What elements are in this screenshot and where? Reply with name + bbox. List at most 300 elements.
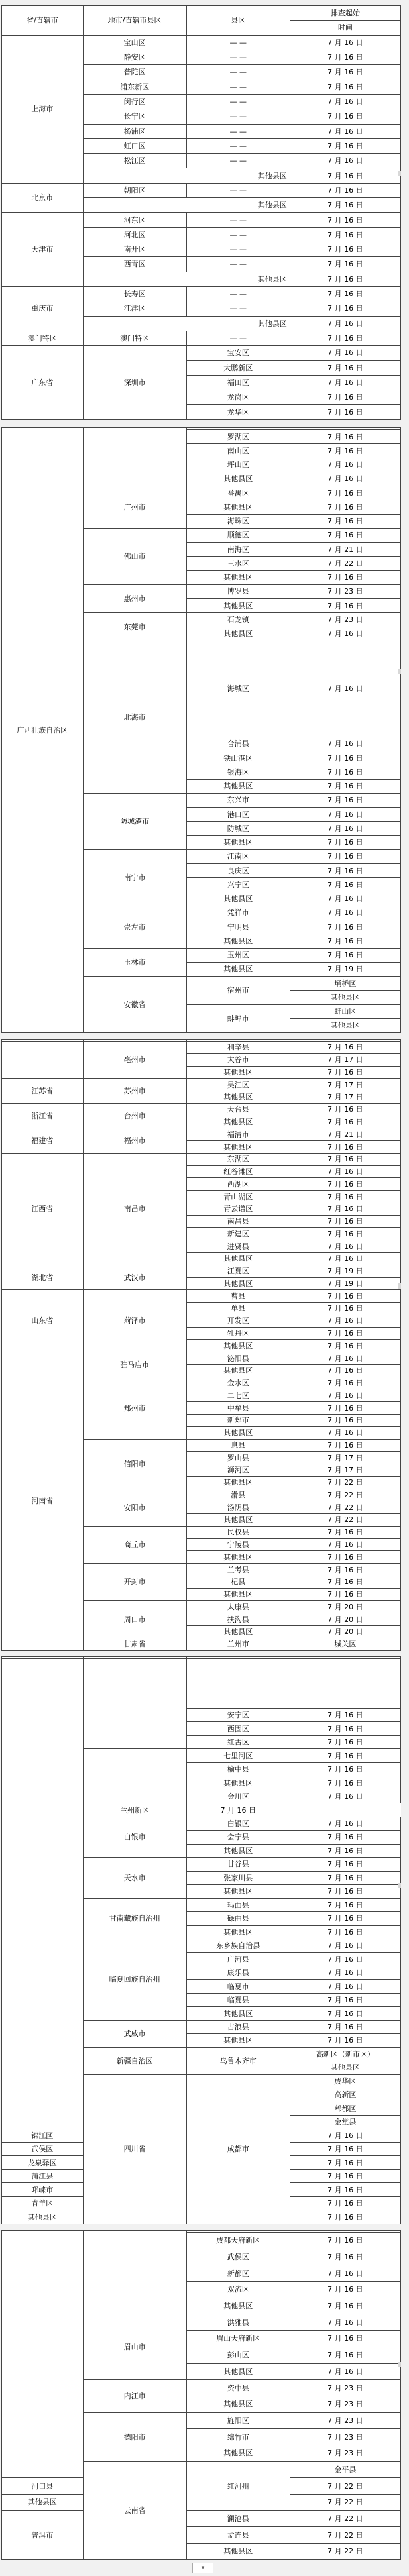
table-cell: 7 月 16 日 xyxy=(290,627,400,641)
table-cell: 中牟县 xyxy=(186,1402,290,1415)
table-cell: 云南省 xyxy=(83,2461,186,2559)
table-cell: 坪山区 xyxy=(186,458,290,472)
table-cell: 普陀区 xyxy=(83,65,186,80)
table-cell: 番禺区 xyxy=(186,486,290,500)
table-cell: 广州市 xyxy=(83,486,186,529)
table-row xyxy=(2,286,401,301)
table-cell: 7 月 16 日 xyxy=(290,472,400,486)
table-cell xyxy=(2,1659,84,2129)
table-row xyxy=(2,6,401,21)
table-cell: 省/直辖市 xyxy=(2,6,84,36)
table-cell: 7 月 16 日 xyxy=(290,2347,400,2363)
table-cell: 绵竹市 xyxy=(186,2429,290,2445)
table-cell: 普洱市 xyxy=(2,2510,84,2559)
table-cell: 临夏回族自治州 xyxy=(83,1939,186,2020)
table-cell: 其他县区 xyxy=(186,1551,290,1564)
table-cell: 罗山县 xyxy=(186,1452,290,1464)
table-cell: 其他县区 xyxy=(83,272,290,286)
table-cell: 江西省 xyxy=(2,1153,84,1265)
table-cell: 7 月 22 日 xyxy=(290,1501,400,1514)
table-cell xyxy=(83,2231,186,2314)
table-cell: 7 月 16 日 xyxy=(290,1153,400,1165)
table-cell: 南昌县 xyxy=(186,1215,290,1228)
table-cell: 7 月 16 日 xyxy=(290,808,400,822)
quarantine-table xyxy=(1,1039,401,1651)
table-cell: 7 月 16 日 xyxy=(290,331,400,345)
table-cell: 孟连县 xyxy=(186,2527,290,2544)
table-cell: 7 月 17 日 xyxy=(290,1079,400,1091)
table-cell: 7 月 16 日 xyxy=(290,2169,400,2182)
table-cell: 排查起始 xyxy=(290,6,400,21)
table-cell: 其他县区 xyxy=(186,1588,290,1601)
table-cell: 7 月 16 日 xyxy=(290,2034,400,2047)
table-cell: 7 月 16 日 xyxy=(290,1402,400,1415)
table-cell xyxy=(290,1659,400,1709)
table-row xyxy=(2,1042,401,1054)
table-cell: 7 月 16 日 xyxy=(290,1735,400,1748)
table-cell: 其他县区 xyxy=(186,1476,290,1489)
table-cell xyxy=(186,1659,290,1709)
table-cell: 其他县区 xyxy=(186,2544,290,2560)
table-cell: 7 月 23 日 xyxy=(290,2429,400,2445)
table-cell: 7 月 16 日 xyxy=(290,2007,400,2020)
table-cell: 7 月 16 日 xyxy=(290,2282,400,2298)
table-cell: 7 月 16 日 xyxy=(290,2298,400,2314)
table-cell: 玉林市 xyxy=(83,948,186,977)
table-cell: 7 月 16 日 xyxy=(290,500,400,514)
table-cell: 宝安区 xyxy=(186,346,290,360)
table-cell: 罗湖区 xyxy=(186,430,290,444)
table-cell: 7 月 16 日 xyxy=(290,1228,400,1240)
table-cell: 山东省 xyxy=(2,1290,84,1352)
table-cell: — — xyxy=(186,331,290,345)
table-cell: — — xyxy=(186,124,290,138)
table-cell: 白银市 xyxy=(83,1817,186,1857)
table-cell: 其他县区 xyxy=(186,934,290,948)
table-cell: 其他县区 xyxy=(83,198,290,213)
table-cell: 吴江区 xyxy=(186,1079,290,1091)
table-cell: 7 月 16 日 xyxy=(290,1709,400,1722)
table-cell: 7 月 16 日 xyxy=(290,80,400,94)
table-cell: 金堂县 xyxy=(290,2116,400,2129)
table-cell: 其他县区 xyxy=(186,500,290,514)
table-cell: 商丘市 xyxy=(83,1526,186,1563)
table-cell: 7 月 16 日 xyxy=(290,2020,400,2033)
table-cell: 7 月 16 日 xyxy=(290,1776,400,1790)
table-cell: 博罗县 xyxy=(186,584,290,598)
table-cell: 河口县 xyxy=(2,2478,84,2495)
table-cell: 澳门特区 xyxy=(83,331,186,345)
table-cell: 其他县区 xyxy=(186,1514,290,1527)
table-cell: 东湖区 xyxy=(186,1153,290,1165)
table-cell: 其他县区 xyxy=(186,1091,290,1104)
table-cell: 七里河区 xyxy=(186,1749,290,1762)
table-cell: 7 月 22 日 xyxy=(290,2527,400,2544)
table-cell: 其他县区 xyxy=(186,892,290,906)
table-cell: 湖北省 xyxy=(2,1265,84,1290)
table-cell: 7 月 16 日 xyxy=(290,1042,400,1054)
table-cell: 7 月 16 日 xyxy=(290,906,400,920)
table-cell: 其他县区 xyxy=(186,570,290,584)
table-cell: 地市/直辖市县区 xyxy=(83,6,186,36)
table-cell: 7 月 16 日 xyxy=(290,1364,400,1377)
table-cell: 7 月 16 日 xyxy=(290,793,400,807)
table-cell: 虹口区 xyxy=(83,138,186,153)
table-cell: 其他县区 xyxy=(186,472,290,486)
table-cell: 兰州新区 xyxy=(83,1803,186,1817)
table-cell: 7 月 16 日 xyxy=(290,1215,400,1228)
page-edge-marker xyxy=(398,2362,401,2367)
table-cell: 埇桥区 xyxy=(290,977,400,991)
table-row xyxy=(2,35,401,50)
table-cell: 7 月 22 日 xyxy=(290,2510,400,2527)
table-cell: 滑县 xyxy=(186,1489,290,1501)
table-row xyxy=(2,1290,401,1303)
table-cell: 7 月 16 日 xyxy=(290,138,400,153)
table-cell: 7 月 16 日 xyxy=(290,1722,400,1735)
table-cell: 其他县区 xyxy=(186,1426,290,1439)
table-cell: 其他县区 xyxy=(186,1885,290,1898)
table-cell: 朝阳区 xyxy=(83,183,186,197)
table-cell: 7 月 16 日 xyxy=(290,272,400,286)
table-cell: 眉山天府新区 xyxy=(186,2331,290,2347)
table-row xyxy=(2,1659,401,1709)
table-cell: 双流区 xyxy=(186,2282,290,2298)
table-cell: 7 月 16 日 xyxy=(290,1925,400,1939)
table-cell: 7 月 19 日 xyxy=(290,962,400,976)
table-cell: 邛崃市 xyxy=(2,2183,84,2196)
table-cell: 7 月 17 日 xyxy=(290,1464,400,1477)
table-cell: 玛曲县 xyxy=(186,1898,290,1911)
table-cell: 曹县 xyxy=(186,1290,290,1303)
table-cell: 7 月 23 日 xyxy=(290,2396,400,2412)
table-cell: 福清市 xyxy=(186,1128,290,1141)
table-cell: 7 月 16 日 xyxy=(290,765,400,779)
table-cell: 7 月 16 日 xyxy=(290,168,400,183)
table-cell: 7 月 16 日 xyxy=(290,2363,400,2380)
table-cell: 东兴市 xyxy=(186,793,290,807)
table-cell: 7 月 20 日 xyxy=(290,1625,400,1638)
table-cell: 太谷市 xyxy=(186,1053,290,1066)
table-cell: 松江区 xyxy=(83,154,186,168)
table-cell: 7 月 23 日 xyxy=(290,2445,400,2461)
table-cell: 西湖区 xyxy=(186,1178,290,1191)
table-row xyxy=(2,213,401,227)
table-cell: 银海区 xyxy=(186,765,290,779)
table-cell: 西固区 xyxy=(186,1722,290,1735)
table-cell: 7 月 16 日 xyxy=(290,1066,400,1079)
table-cell: 7 月 16 日 xyxy=(290,50,400,64)
table-cell: 郑州市 xyxy=(83,1377,186,1439)
table-cell: 康乐县 xyxy=(186,1966,290,1979)
table-cell: 7 月 16 日 xyxy=(290,198,400,213)
table-cell: — — xyxy=(186,109,290,124)
table-cell: 7 月 16 日 xyxy=(290,1327,400,1340)
table-cell: 7 月 16 日 xyxy=(290,920,400,934)
table-cell: 7 月 16 日 xyxy=(290,183,400,197)
table-cell: 7 月 16 日 xyxy=(290,1980,400,1993)
table-cell: 红河州 xyxy=(186,2461,290,2510)
table-cell: 7 月 16 日 xyxy=(290,94,400,109)
table-cell: 7 月 17 日 xyxy=(290,1452,400,1464)
table-cell: 福田区 xyxy=(186,375,290,390)
table-cell: 7 月 16 日 xyxy=(290,1203,400,1215)
table-cell: 龙泉驿区 xyxy=(2,2156,84,2169)
table-cell: 7 月 16 日 xyxy=(290,1426,400,1439)
table-cell: 7 月 16 日 xyxy=(290,1253,400,1265)
table-cell: 驻马店市 xyxy=(83,1352,186,1377)
table-cell: 天水市 xyxy=(83,1858,186,1898)
table-cell: 7 月 16 日 xyxy=(290,301,400,316)
table-cell: 碌曲县 xyxy=(186,1912,290,1925)
table-cell: 7 月 16 日 xyxy=(290,1576,400,1588)
table-cell: 太康县 xyxy=(186,1601,290,1613)
table-cell: 7 月 16 日 xyxy=(290,864,400,878)
table-cell: 乌鲁木齐市 xyxy=(186,2047,290,2074)
table-cell: 7 月 16 日 xyxy=(290,257,400,272)
table-cell: 7 月 16 日 xyxy=(290,2249,400,2265)
table-cell: 7 月 21 日 xyxy=(290,1128,400,1141)
table-cell: 四川省 xyxy=(83,2074,186,2224)
table-cell: 广西壮族自治区 xyxy=(2,428,84,1033)
table-cell: 其他县区 xyxy=(83,316,290,331)
table-cell: 牡丹区 xyxy=(186,1327,290,1340)
table-cell: 河北区 xyxy=(83,227,186,242)
table-cell: 石龙镇 xyxy=(186,613,290,627)
table-cell: 临夏市 xyxy=(186,1980,290,1993)
quarantine-table xyxy=(1,1656,401,2224)
table-cell xyxy=(83,428,186,486)
table-cell: 7 月 16 日 xyxy=(290,109,400,124)
table-cell: 天津市 xyxy=(2,213,84,287)
table-cell: 息县 xyxy=(186,1439,290,1452)
table-cell: 河东区 xyxy=(83,213,186,227)
table-cell: 泌阳县 xyxy=(186,1352,290,1365)
table-cell: 兴宁区 xyxy=(186,878,290,892)
table-cell: 7 月 16 日 xyxy=(290,124,400,138)
table-cell: 7 月 16 日 xyxy=(290,1817,400,1830)
table-cell: — — xyxy=(186,138,290,153)
table-cell: 7 月 16 日 xyxy=(290,2233,400,2249)
table-cell: 其他县区 xyxy=(186,1340,290,1352)
table-cell: 安阳市 xyxy=(83,1489,186,1526)
table-cell: 7 月 16 日 xyxy=(290,1588,400,1601)
table-cell: 城关区 xyxy=(290,1638,400,1650)
table-cell: 台州市 xyxy=(83,1103,186,1128)
table-cell: 新建区 xyxy=(186,1228,290,1240)
table-cell: 北京市 xyxy=(2,183,84,213)
page-scroll-button[interactable]: ▾ xyxy=(192,2563,213,2573)
table-cell: 其他县区 xyxy=(186,779,290,793)
table-cell: 7 月 16 日 xyxy=(290,1315,400,1327)
table-cell: 7 月 16 日 xyxy=(290,948,400,962)
table-cell: 时间 xyxy=(290,21,400,35)
table-cell: 闵行区 xyxy=(83,94,186,109)
table-cell: 惠州市 xyxy=(83,584,186,613)
table-cell: 其他县区 xyxy=(83,168,290,183)
table-cell: 7 月 16 日 xyxy=(290,1831,400,1844)
table-cell: 其他县区 xyxy=(2,2495,84,2511)
table-cell: 苏州市 xyxy=(83,1079,186,1104)
table-cell: 7 月 16 日 xyxy=(290,934,400,948)
table-cell: 彭山区 xyxy=(186,2347,290,2363)
table-cell: 7 月 16 日 xyxy=(290,2314,400,2331)
table-cell: 7 月 16 日 xyxy=(290,641,400,737)
table-cell: 白银区 xyxy=(186,1817,290,1830)
table-cell: 郫都区 xyxy=(290,2102,400,2115)
table-cell: 杨浦区 xyxy=(83,124,186,138)
table-cell: 宝山区 xyxy=(83,35,186,50)
table-row xyxy=(2,183,401,197)
table-cell: 7 月 16 日 xyxy=(290,1762,400,1776)
table-cell: 福建省 xyxy=(2,1128,84,1154)
table-cell: 7 月 16 日 xyxy=(290,1240,400,1253)
table-cell: 民权县 xyxy=(186,1526,290,1538)
table-cell: 7 月 16 日 xyxy=(290,346,400,360)
table-cell: 浉河区 xyxy=(186,1464,290,1477)
table-cell: 新郑市 xyxy=(186,1414,290,1426)
table-cell: 红古区 xyxy=(186,1735,290,1748)
table-cell: 南宁市 xyxy=(83,849,186,906)
table-cell: 武汉市 xyxy=(83,1265,186,1290)
table-cell: 其他县区 xyxy=(186,599,290,613)
table-cell: 洪雅县 xyxy=(186,2314,290,2331)
quarantine-table xyxy=(1,427,401,1033)
table-cell: 其他县区 xyxy=(186,1776,290,1790)
table-cell: 良庆区 xyxy=(186,864,290,878)
table-cell: 7 月 16 日 xyxy=(186,1803,290,1817)
table-cell: — — xyxy=(186,183,290,197)
table-cell: 其他县区 xyxy=(186,2298,290,2314)
table-cell: 顺德区 xyxy=(186,528,290,542)
table-cell: 浦东新区 xyxy=(83,80,186,94)
table-cell: 南海区 xyxy=(186,543,290,557)
table-cell: — — xyxy=(186,80,290,94)
table-cell xyxy=(2,1042,84,1079)
table-cell: 崇左市 xyxy=(83,906,186,948)
table-cell: 7 月 16 日 xyxy=(290,835,400,849)
table-cell: 7 月 17 日 xyxy=(290,1091,400,1104)
table-cell: 武侯区 xyxy=(186,2249,290,2265)
table-cell: 江南区 xyxy=(186,849,290,863)
table-cell: 7 月 16 日 xyxy=(290,154,400,168)
table-cell: 青山湖区 xyxy=(186,1191,290,1203)
table-cell: 杞县 xyxy=(186,1576,290,1588)
table-cell: — — xyxy=(186,242,290,257)
table-cell: 7 月 22 日 xyxy=(290,1489,400,1501)
table-cell: 其他县区 xyxy=(186,1625,290,1638)
table-cell: 金川区 xyxy=(186,1790,290,1803)
table-cell: 7 月 16 日 xyxy=(290,375,400,390)
table-cell: 内江市 xyxy=(83,2380,186,2412)
table-cell: 武威市 xyxy=(83,2020,186,2047)
table-cell: 7 月 16 日 xyxy=(290,849,400,863)
table-cell xyxy=(83,1749,186,1803)
table-cell: 甘南藏族自治州 xyxy=(83,1898,186,1939)
table-cell: 天台县 xyxy=(186,1103,290,1116)
table-cell: 开封市 xyxy=(83,1564,186,1601)
table-cell: 红谷滩区 xyxy=(186,1165,290,1178)
table-cell: 锦江区 xyxy=(2,2129,84,2142)
table-cell: 7 月 16 日 xyxy=(290,458,400,472)
table-cell: 西青区 xyxy=(83,257,186,272)
table-cell: 长宁区 xyxy=(83,109,186,124)
table-cell: 防城区 xyxy=(186,822,290,835)
table-cell: 7 月 16 日 xyxy=(290,779,400,793)
table-cell: 成华区 xyxy=(290,2074,400,2088)
table-cell: 7 月 16 日 xyxy=(290,213,400,227)
table-cell: 其他县区 xyxy=(186,2445,290,2461)
table-cell: 三水区 xyxy=(186,557,290,570)
table-cell: 7 月 23 日 xyxy=(290,2380,400,2396)
table-cell: 7 月 22 日 xyxy=(290,2478,400,2495)
table-cell: 7 月 16 日 xyxy=(290,1953,400,1966)
table-cell: — — xyxy=(186,50,290,64)
table-cell: 青云谱区 xyxy=(186,1203,290,1215)
table-cell: — — xyxy=(186,35,290,50)
table-cell: 7 月 22 日 xyxy=(290,557,400,570)
table-cell: 7 月 16 日 xyxy=(290,1377,400,1389)
table-cell: 福州市 xyxy=(83,1128,186,1154)
table-cell: 7 月 16 日 xyxy=(290,1116,400,1128)
table-cell: 7 月 16 日 xyxy=(290,1939,400,1952)
table-cell: 7 月 22 日 xyxy=(290,1514,400,1527)
table-cell: 南开区 xyxy=(83,242,186,257)
table-cell: 7 月 16 日 xyxy=(290,242,400,257)
table-cell: 深圳市 xyxy=(83,346,186,420)
table-cell: 澜沧县 xyxy=(186,2510,290,2527)
table-cell: 7 月 19 日 xyxy=(290,1265,400,1277)
table-cell: 其他县区 xyxy=(186,1066,290,1079)
table-cell: 其他县区 xyxy=(2,2210,84,2224)
table-cell: 7 月 23 日 xyxy=(290,584,400,598)
table-cell: 蚌埠市 xyxy=(186,1004,290,1033)
table-cell: 甘谷县 xyxy=(186,1858,290,1871)
table-cell: 7 月 16 日 xyxy=(290,1912,400,1925)
table-cell: 7 月 16 日 xyxy=(290,1439,400,1452)
table-cell: 其他县区 xyxy=(186,1253,290,1265)
table-page xyxy=(1,2230,401,2559)
table-cell: 佛山市 xyxy=(83,528,186,584)
table-cell: 7 月 16 日 xyxy=(290,751,400,765)
table-cell: 周口市 xyxy=(83,1601,186,1638)
table-cell: 7 月 16 日 xyxy=(290,2265,400,2282)
table-cell: 7 月 16 日 xyxy=(290,65,400,80)
table-cell: 7 月 16 日 xyxy=(290,430,400,444)
table-cell: 7 月 16 日 xyxy=(290,2143,400,2156)
table-cell: 安宁区 xyxy=(186,1709,290,1722)
table-cell: 凭祥市 xyxy=(186,906,290,920)
table-cell: 武侯区 xyxy=(2,2143,84,2156)
page-edge-marker xyxy=(398,1283,401,1289)
table-cell: 亳州市 xyxy=(83,1042,186,1079)
table-cell: 金水区 xyxy=(186,1377,290,1389)
table-cell: 蒲江县 xyxy=(2,2169,84,2182)
table-cell: 成都天府新区 xyxy=(186,2233,290,2249)
table-cell: 7 月 22 日 xyxy=(290,1476,400,1489)
table-cell: 玉州区 xyxy=(186,948,290,962)
table-row xyxy=(2,346,401,360)
table-cell: 古浪县 xyxy=(186,2020,290,2033)
table-cell: 7 月 17 日 xyxy=(290,1053,400,1066)
table-cell: 其他县区 xyxy=(186,835,290,849)
table-cell: 7 月 16 日 xyxy=(290,1790,400,1803)
table-cell: 7 月 16 日 xyxy=(290,35,400,50)
table-cell: 7 月 16 日 xyxy=(290,1844,400,1857)
table-cell: 7 月 16 日 xyxy=(290,1526,400,1538)
table-cell: 7 月 16 日 xyxy=(290,1871,400,1884)
table-cell: 7 月 16 日 xyxy=(290,486,400,500)
